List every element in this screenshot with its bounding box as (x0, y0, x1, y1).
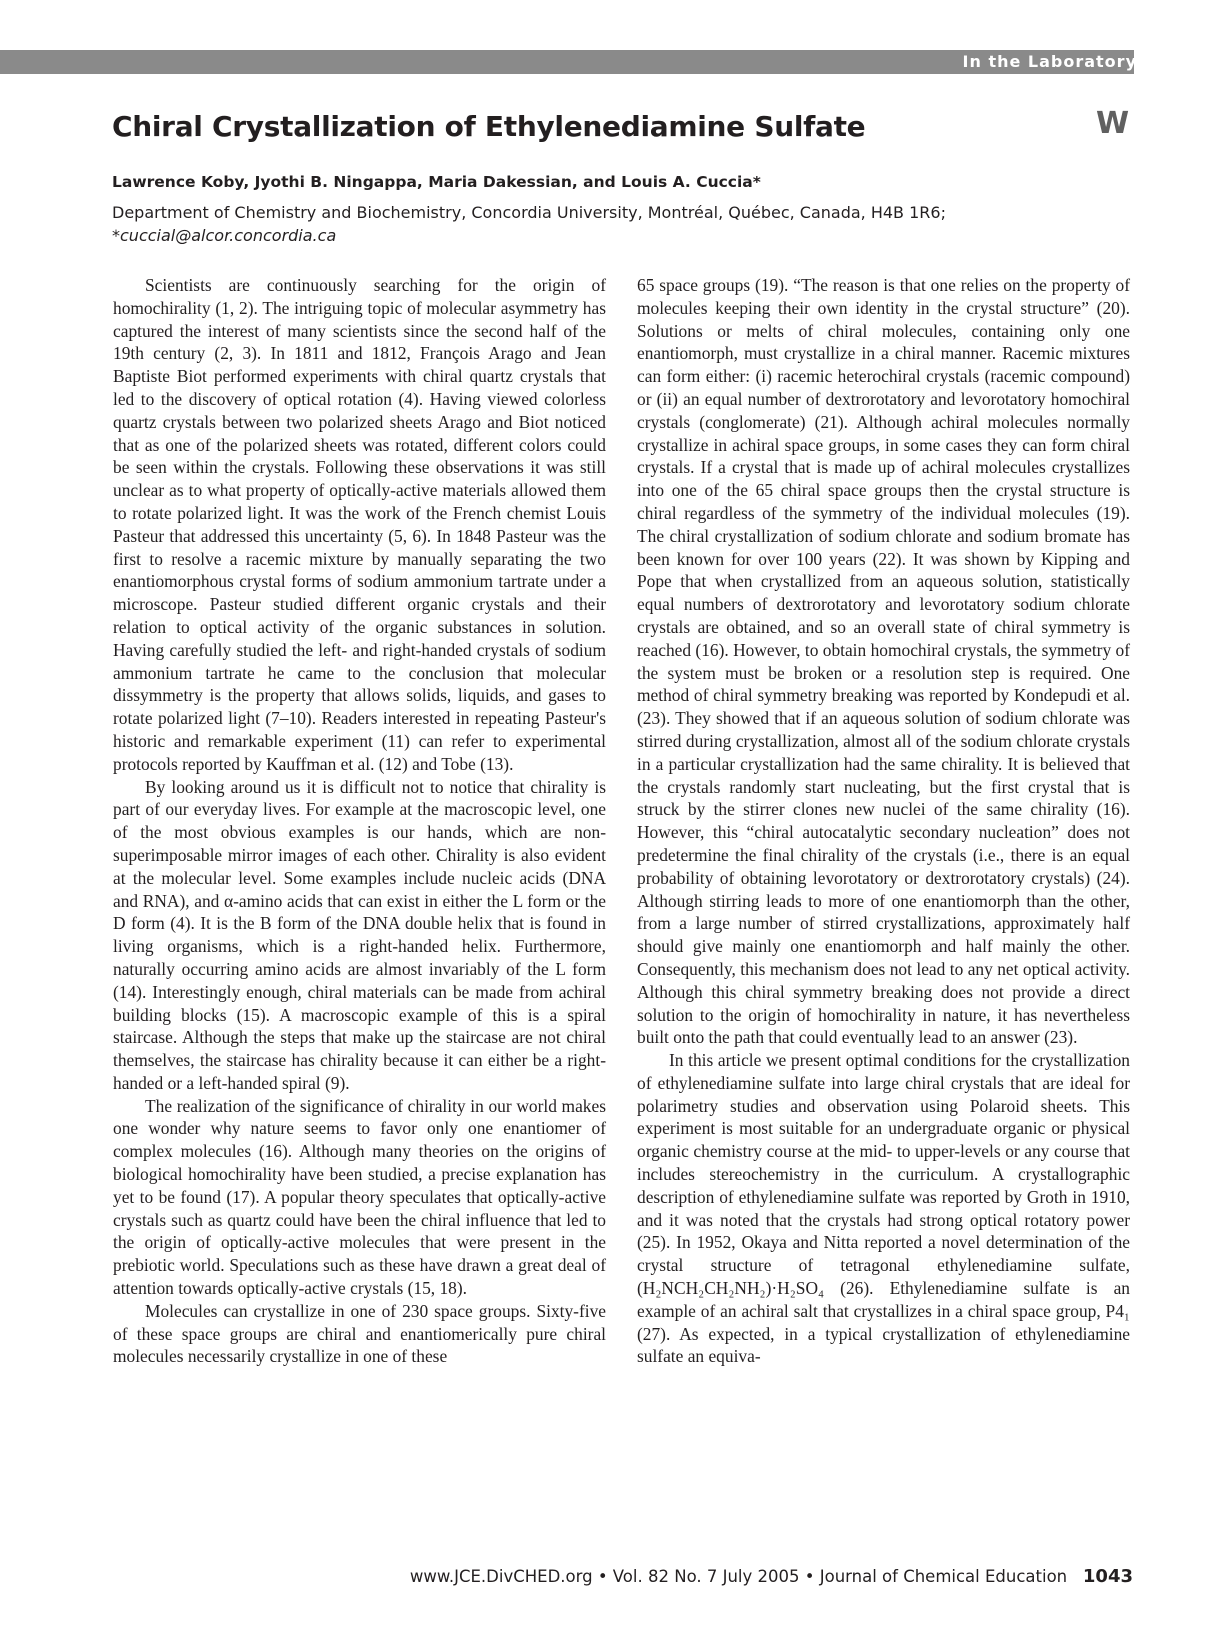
paragraph: Molecules can crystallize in one of 230 space groups. Sixty-five of these space groups are chiral and enantiomerically pure chiral molecules necessarily crystallize in one of these (113, 1300, 606, 1367)
left-column (113, 274, 606, 1368)
web-material-icon: W (1096, 106, 1128, 141)
paragraph: Scientists are continuously searching for the origin of homochirality (1, 2). The intriguing topic of molecular asymmetry has captured the interest of many scientists since the second half of the 19th century (2, 3). In 1811 and 1812, François Arago and Jean Baptiste Biot performed experiments with chiral quartz crystals that led to the discovery of optical rotation (4). Having viewed colorless quartz crystals between two polarized sheets Arago and Biot noticed that as one of the polarized sheets was rotated, different colors could be seen within the crystals. Following these observations it was still unclear as to what property of optically-active materials allowed them to rotate polarized light. It was the work of the French chemist Louis Pasteur that addressed this uncertainty (5, 6). In 1848 Pasteur was the first to resolve a racemic mixture by manually separating the two enantiomorphous crystal forms of sodium ammonium tartrate under a microscope. Pasteur studied different organic crystals and their relation to optical activity of the organic substances in solution. Having carefully studied the left- and right-handed crystals of sodium ammonium tartrate he came to the conclusion that molecular dissymmetry is the property that allows solids, liquids, and gases to rotate polarized light (7–10). Readers interested in repeating Pasteur's historic and remarkable experiment (11) can refer to experimental protocols reported by Kauffman et al. (12) and Tobe (13). (113, 275, 606, 774)
page-number: 1043 (1082, 1566, 1133, 1587)
affiliation-block (112, 201, 946, 247)
paragraph: 65 space groups (19). “The reason is that one relies on the property of molecules keeping their own identity in the crystal structure” (20). Solutions or melts of chiral molecules, containing only one enantiomorph, must crystallize in a chiral manner. Racemic mixtures can form either: (i) racemic heterochiral crystals (racemic compound) or (ii) an equal number of dextrorotatory and levorotatory homochiral crystals (conglomerate) (21). Although achiral molecules normally crystallize in achiral space groups, in some cases they can form chiral crystals. If a crystal that is made up of achiral molecules crystallizes into one of the 65 chiral space groups then the crystal structure is chiral regardless of the symmetry of the individual molecules (19). The chiral crystallization of sodium chlorate and sodium bromate has been known for over 100 years (22). It was shown by Kipping and Pope that when crystallized from an aqueous solution, statistically equal numbers of dextrorotatory and levorotatory sodium chlorate crystals are obtained, and so an overall state of chiral symmetry is reached (16). However, to obtain homochiral crystals, the symmetry of the system must be broken or a resolution step is required. One method of chiral symmetry breaking was reported by Kondepudi et al. (23). They showed that if an aqueous solution of sodium chlorate was stirred during crystallization, almost all of the sodium chlorate crystals in a particular crystallization had the same chirality. It is believed that the crystals randomly start nucleating, but the first crystal that is struck by the stirrer clones new nuclei of the same chirality (16). However, this “chiral autocatalytic secondary nucleation” does not predetermine the final chirality of the crystals (i.e., there is an equal probability of obtaining levorotatory or dextrorotatory crystals) (24). Although stirring leads to more of one enantiomorph than the other, from a large number of stirred crystallizations, approximately half should give mainly one enantiomorph and half mainly the other. Consequently, this mechanism does not lead to any net optical activity. Although this chiral symmetry breaking does not provide a direct solution to the origin of homochirality in nature, it has nevertheless built onto the path that could eventually lead to an answer (23). (637, 275, 1130, 1048)
article-title: Chiral Crystallization of Ethylenediamine Sulfate (112, 110, 866, 143)
page-footer (410, 1566, 1133, 1587)
email-link[interactable]: *cuccial@alcor.concordia.ca (112, 226, 337, 245)
section-label: In the Laboratory (962, 52, 1137, 71)
paragraph: In this article we present optimal conditions for the crystallization of ethylenediamine sulfate into large chiral crystals that are ideal for polarimetry studies and observation using Polaroid sheets. This experiment is most suitable for an undergraduate organic or physical organic chemistry course at the mid- to upper-levels or any course that includes stereochemistry in the curriculum. A crystallographic description of ethylenediamine sulfate was reported by Groth in 1910, and it was noted that the crystals had strong optical rotatory power (25). In 1952, Okaya and Nitta reported a novel determination of the crystal structure of tetragonal ethylenediamine sulfate, (H₂NCH₂CH₂NH₂)·H₂SO₄ (26). Ethylenediamine sulfate is an example of an achiral salt that crystallizes in a chiral space group, P4₁ (27). As expected, in a typical crystallization of ethylenediamine sulfate an equiva- (637, 1050, 1130, 1367)
paragraph: By looking around us it is difficult not to notice that chirality is part of our everyday lives. For example at the macroscopic level, one of the most obvious examples is our hands, which are non-superimposable mirror images of each other. Chirality is also evident at the molecular level. Some examples include nucleic acids (DNA and RNA), and α-amino acids that can exist in either the L form or the D form (4). It is the B form of the DNA double helix that is found in living organisms, which is a right-handed helix. Furthermore, naturally occurring amino acids are almost invariably of the L form (14). Interestingly enough, chiral materials can be made from achiral building blocks (15). A macroscopic example of this is a spiral staircase. Although the steps that make up the staircase are not chiral themselves, the staircase has chirality because it can either be a right-handed or a left-handed spiral (9). (113, 776, 606, 1093)
author-list: Lawrence Koby, Jyothi B. Ningappa, Maria Dakessian, and Louis A. Cuccia* (112, 173, 761, 191)
paragraph: The realization of the significance of chirality in our world makes one wonder why nature seems to favor only one enantiomer of complex molecules (16). Although many theories on the origins of biological homochirality have been studied, a precise explanation has yet to be found (17). A popular theory speculates that optically-active crystals such as quartz could have been the chiral influence that led to the origin of optically-active molecules that were present in the prebiotic world. Speculations such as these have drawn a great deal of attention towards optically-active crystals (15, 18). (113, 1095, 606, 1299)
affiliation: Department of Chemistry and Biochemistry, Concordia University, Montréal, Québec, Canada, H4B 1R6; (112, 203, 946, 222)
right-column (637, 274, 1130, 1368)
footer-citation: www.JCE.DivCHED.org • Vol. 82 No. 7 July 2005 • Journal of Chemical Education (409, 1567, 1068, 1586)
